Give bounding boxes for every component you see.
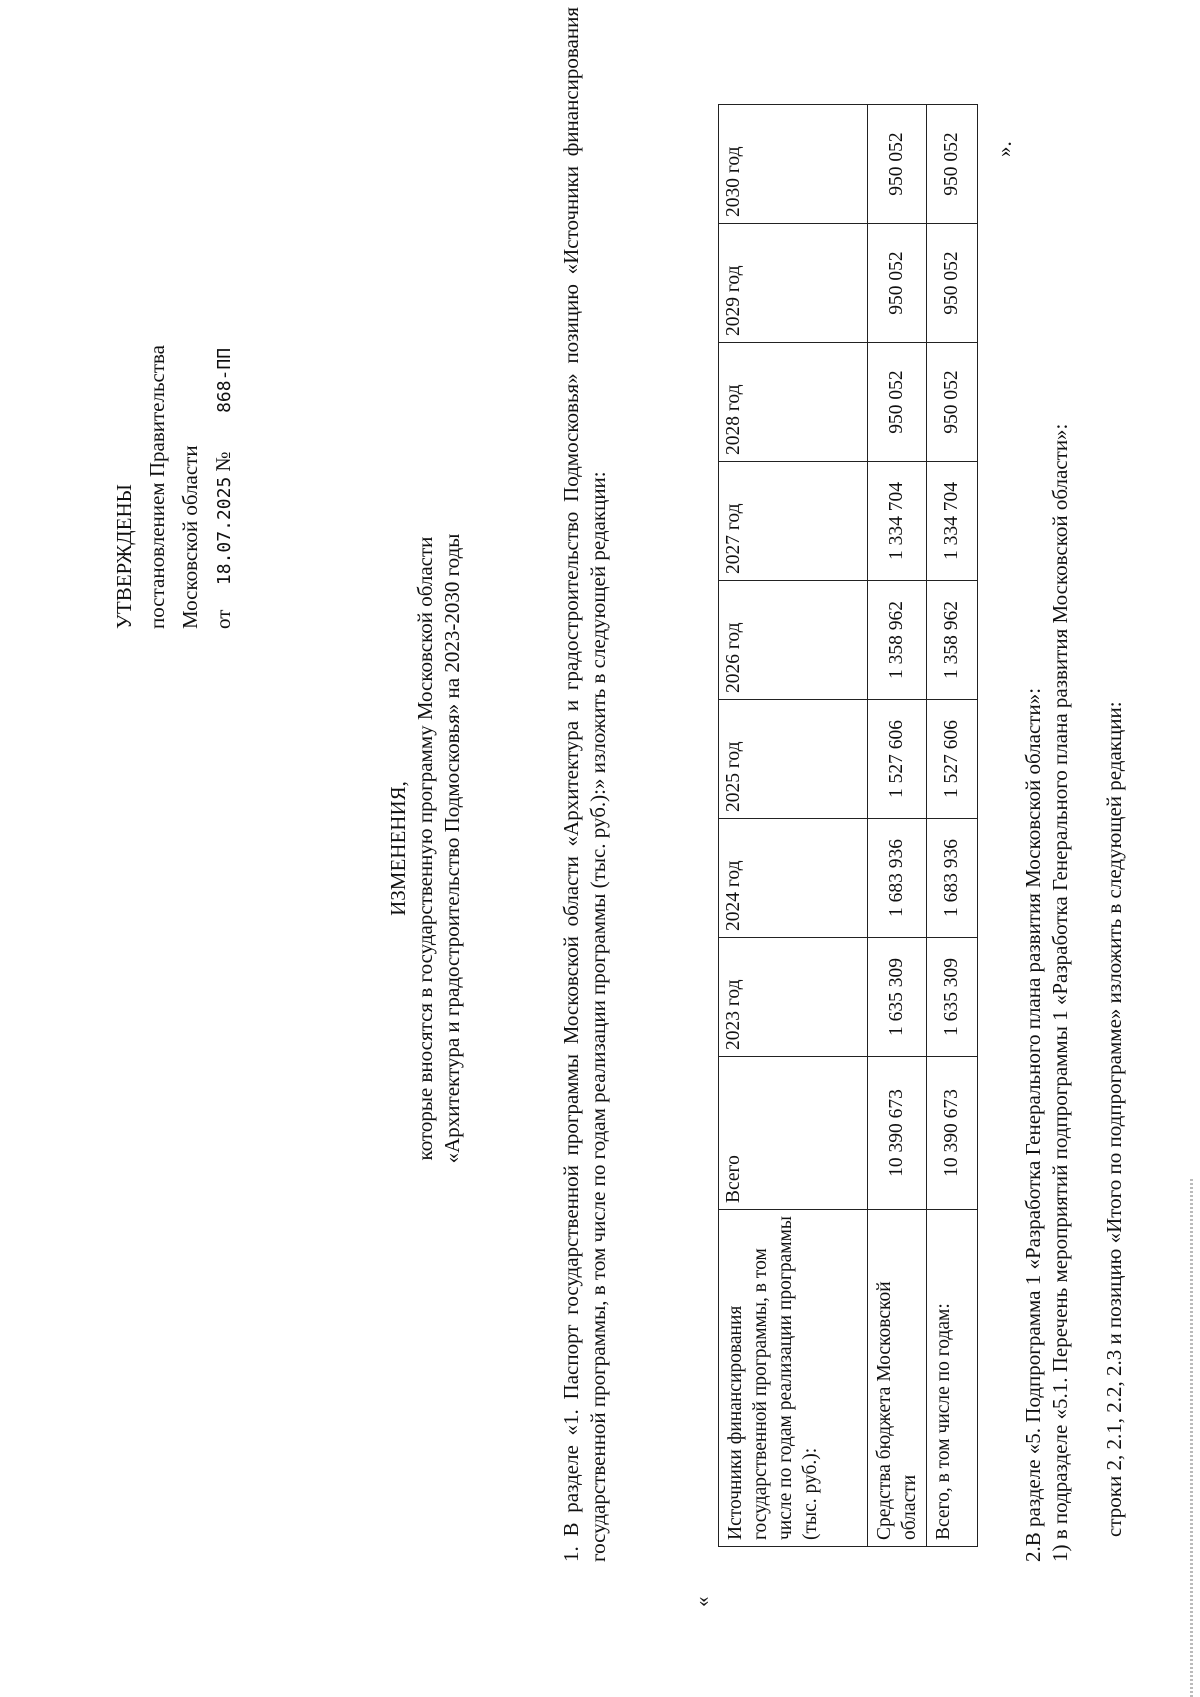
approval-number: 868-ПП bbox=[214, 347, 235, 413]
heading-line-1: которые вносятся в государственную программу Московской области bbox=[413, 536, 437, 1161]
column-header: 2027 год bbox=[719, 462, 868, 581]
table-cell: 1 683 936 bbox=[868, 819, 927, 938]
column-header: 2026 год bbox=[719, 581, 868, 700]
approval-line-1: постановлением Правительства bbox=[145, 344, 169, 629]
row-label: Всего, в том числе по годам: bbox=[927, 1210, 978, 1547]
column-header: 2028 год bbox=[719, 343, 868, 462]
column-header: Всего bbox=[719, 1057, 868, 1210]
table-cell: 10 390 673 bbox=[868, 1057, 927, 1210]
table-cell: 950 052 bbox=[868, 343, 927, 462]
heading-line-2: «Архитектура и градостроительство Подмосковья» на 2023-2030 годы bbox=[440, 533, 464, 1164]
table-cell: 1 635 309 bbox=[927, 938, 978, 1057]
approval-date-line bbox=[207, 345, 241, 629]
table-cell: 950 052 bbox=[927, 224, 978, 343]
column-header: 2030 год bbox=[719, 105, 868, 224]
table-row bbox=[868, 105, 927, 1547]
section-2-line-1: 2.В разделе «5. Подпрограмма 1 «Разработка Генерального плана развития Московской области»: bbox=[1021, 687, 1045, 1562]
table-row bbox=[927, 105, 978, 1547]
section-2-line-2: 1) в подразделе «5.1. Перечень мероприятий подпрограммы 1 «Разработка Генерального плана развития Московской области»: bbox=[1048, 423, 1072, 1562]
table-cell: 1 358 962 bbox=[927, 581, 978, 700]
approval-line-2: Московской области bbox=[178, 445, 202, 629]
date-prefix: от bbox=[211, 609, 235, 629]
table-cell: 10 390 673 bbox=[927, 1057, 978, 1210]
number-sign: № bbox=[211, 451, 235, 472]
row-label: Средства бюджета Московской области bbox=[868, 1210, 927, 1547]
approval-title: УТВЕРЖДЕНЫ bbox=[112, 484, 136, 629]
table-cell: 1 334 704 bbox=[868, 462, 927, 581]
close-quote: ». bbox=[992, 141, 1016, 157]
column-header: 2023 год bbox=[719, 938, 868, 1057]
table-header-label: Источники финансирования государственной программы, в том числе по годам реализации программы (тыс. руб.): bbox=[719, 1210, 868, 1547]
open-quote: « bbox=[690, 1596, 714, 1607]
document-heading bbox=[385, 0, 466, 1697]
table-header-row bbox=[719, 105, 868, 1547]
heading-title: ИЗМЕНЕНИЯ, bbox=[386, 781, 410, 916]
approval-date: 18.07.2025 bbox=[214, 476, 235, 586]
table-cell: 950 052 bbox=[927, 343, 978, 462]
scan-edge bbox=[1190, 1177, 1193, 1697]
section-2-line-3: строки 2, 2.1, 2.2, 2.3 и позицию «Итого по подпрограмме» изложить в следующей редакции: bbox=[1102, 701, 1126, 1537]
column-header: 2029 год bbox=[719, 224, 868, 343]
table-cell: 1 358 962 bbox=[868, 581, 927, 700]
approval-stamp bbox=[108, 345, 241, 629]
table-cell: 1 635 309 bbox=[868, 938, 927, 1057]
table-cell: 1 683 936 bbox=[927, 819, 978, 938]
table-cell: 950 052 bbox=[868, 224, 927, 343]
section-1-text: 1. В разделе «1. Паспорт государственной программы Московской области «Архитектура и градостроительство Подмосковья» позицию «Источники финансирования государственной программы, в том числе по годам реализации программы (тыс. руб.):» изложить в следующей редакции: bbox=[559, 7, 610, 1562]
table-cell: 1 334 704 bbox=[927, 462, 978, 581]
table-cell: 1 527 606 bbox=[868, 700, 927, 819]
column-header: 2025 год bbox=[719, 700, 868, 819]
table-cell: 950 052 bbox=[868, 105, 927, 224]
financing-table bbox=[718, 104, 978, 1547]
column-header: 2024 год bbox=[719, 819, 868, 938]
table-cell: 950 052 bbox=[927, 105, 978, 224]
table-cell: 1 527 606 bbox=[927, 700, 978, 819]
